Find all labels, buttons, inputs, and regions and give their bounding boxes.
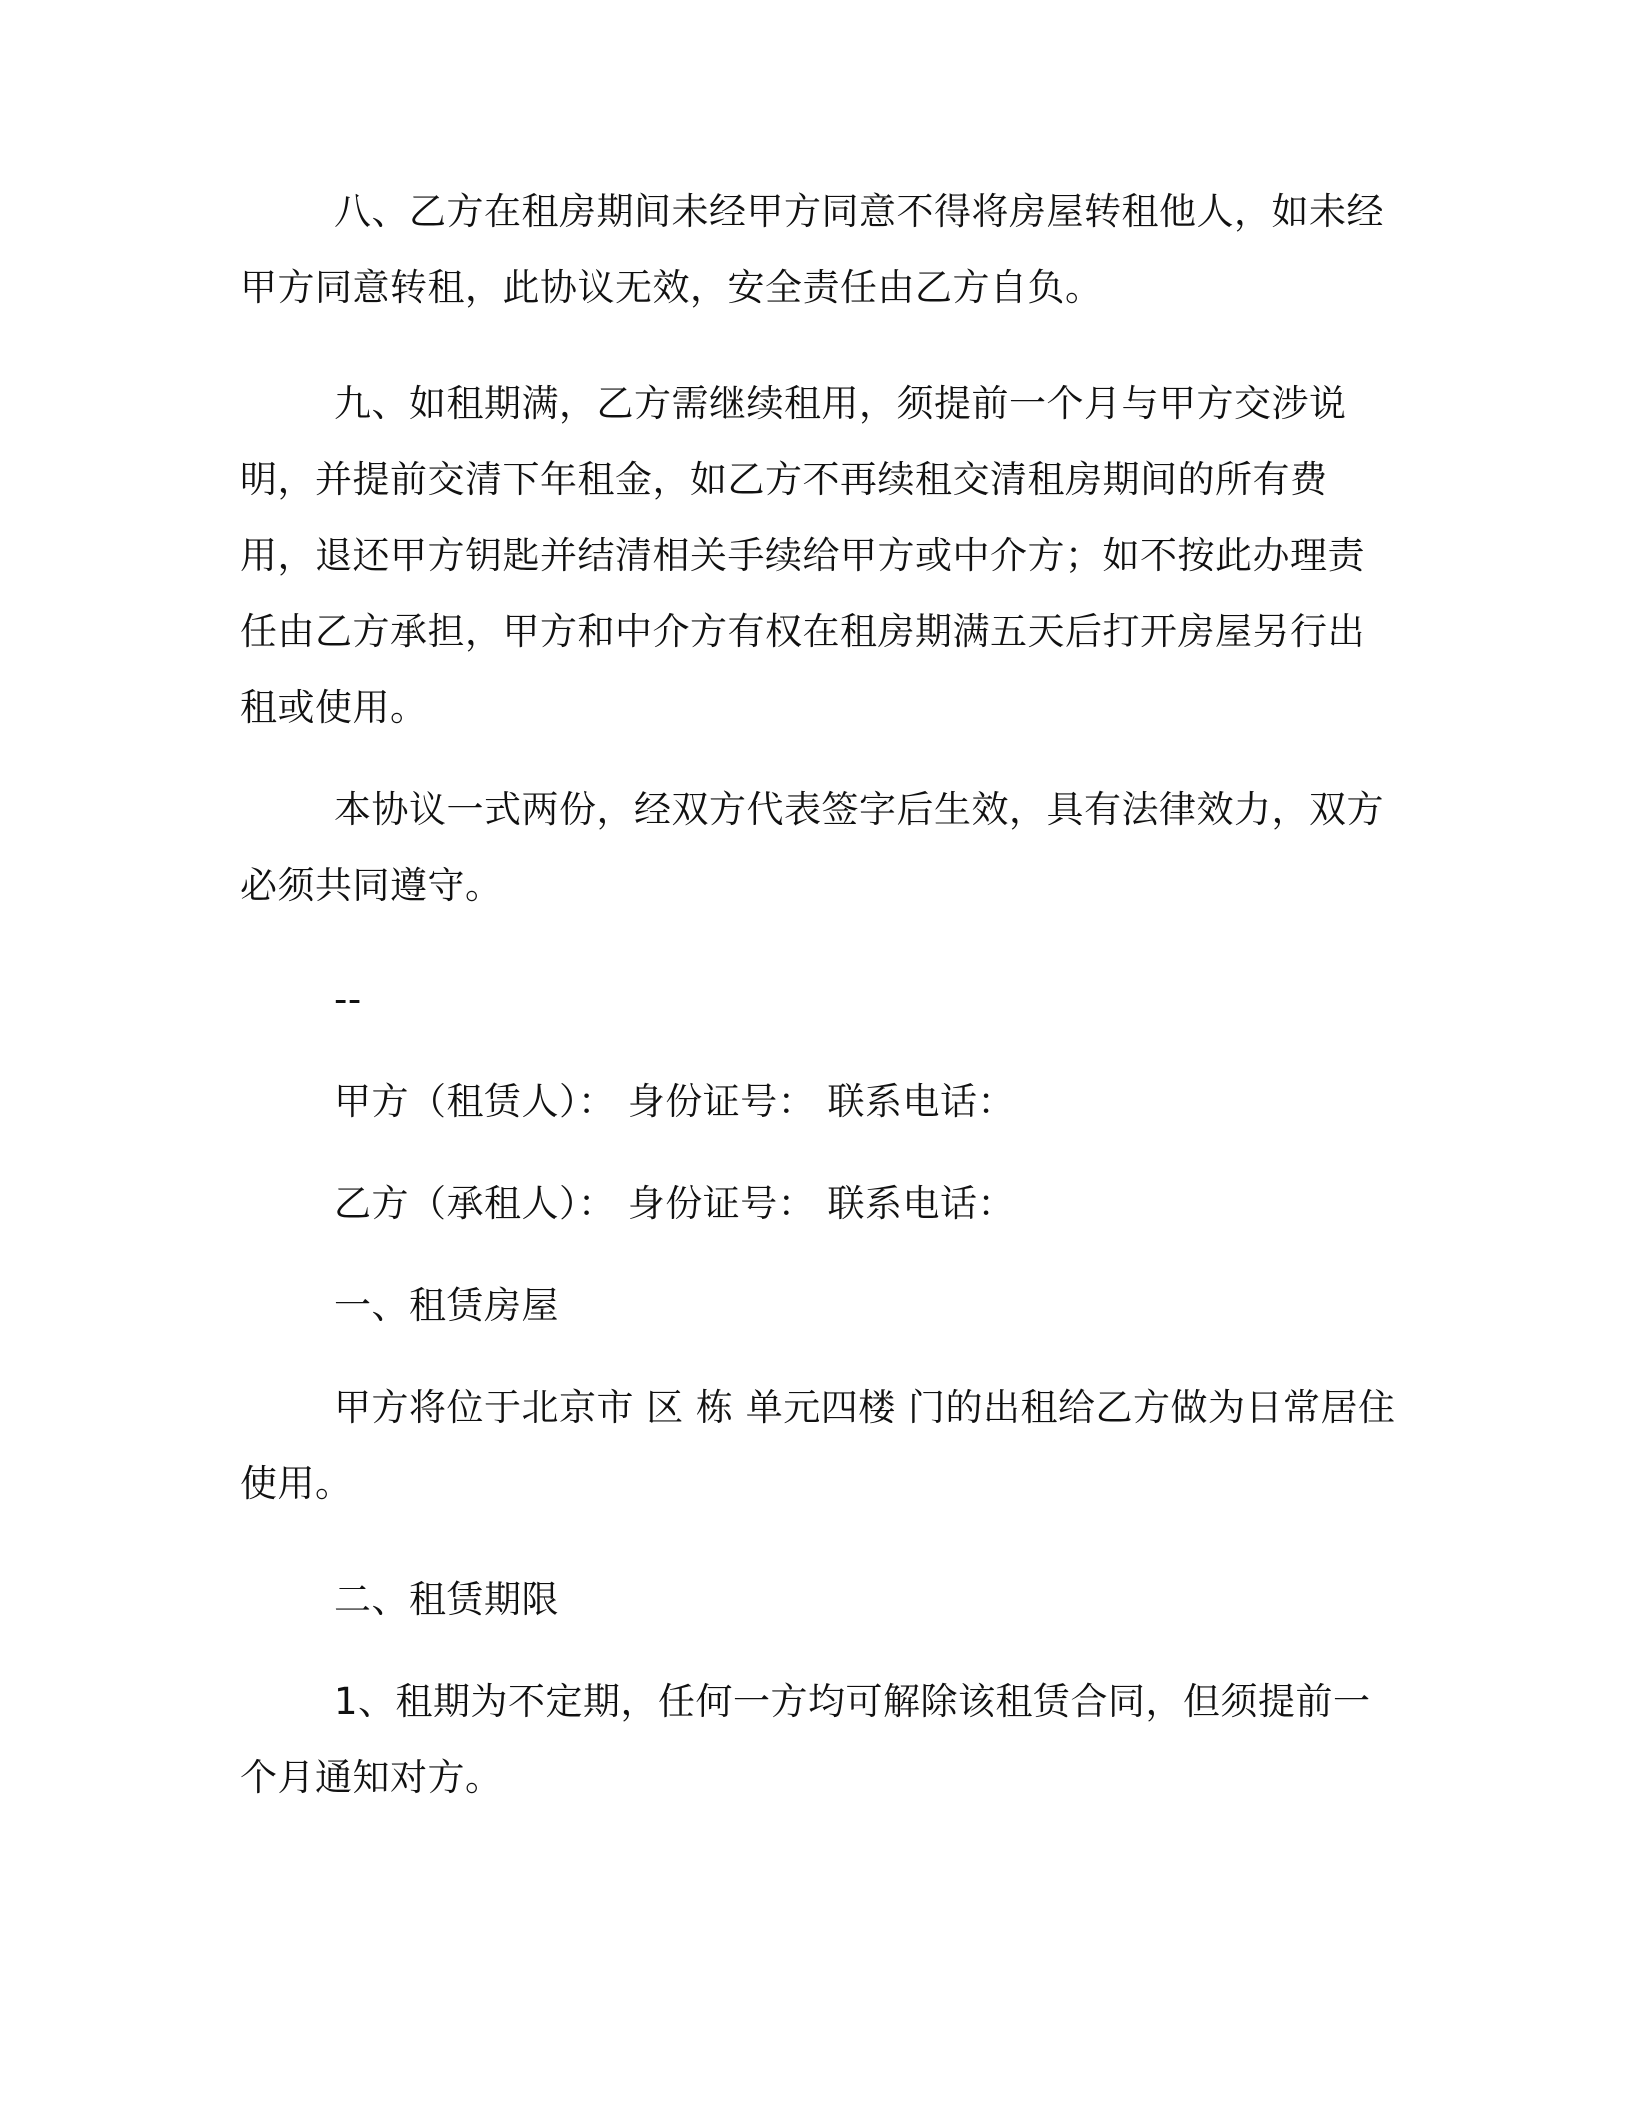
lease-term-paragraph: 1、租期为不定期，任何一方均可解除该租赁合同，但须提前一个月通知对方。	[240, 1680, 1371, 1799]
party-b-line: 乙方（承租人）： 身份证号： 联系电话：	[334, 1182, 1016, 1225]
section-1-heading: 一、租赁房屋	[334, 1284, 559, 1327]
clause-8-paragraph: 八、乙方在租房期间未经甲方同意不得将房屋转租他人，如未经甲方同意转租，此协议无效，安全责任由乙方自负。	[240, 190, 1384, 309]
separator-text: --	[334, 978, 362, 1021]
clause-9-paragraph: 九、如租期满，乙方需继续租用，须提前一个月与甲方交涉说明，并提前交清下年租金，如乙方不再续租交清租房期间的所有费用，退还甲方钥匙并结清相关手续给甲方或中介方；如不按此办理责任由乙方承担，甲方和中介方有权在租房期满五天后打开房屋另行出租或使用。	[240, 382, 1365, 729]
party-a-line: 甲方（租赁人）： 身份证号： 联系电话：	[334, 1080, 1016, 1123]
agreement-validity-paragraph: 本协议一式两份，经双方代表签字后生效，具有法律效力，双方必须共同遵守。	[240, 788, 1384, 907]
section-2-heading: 二、租赁期限	[334, 1578, 559, 1621]
rental-property-paragraph: 甲方将位于北京市 区 栋 单元四楼 门的出租给乙方做为日常居住使用。	[240, 1386, 1396, 1505]
